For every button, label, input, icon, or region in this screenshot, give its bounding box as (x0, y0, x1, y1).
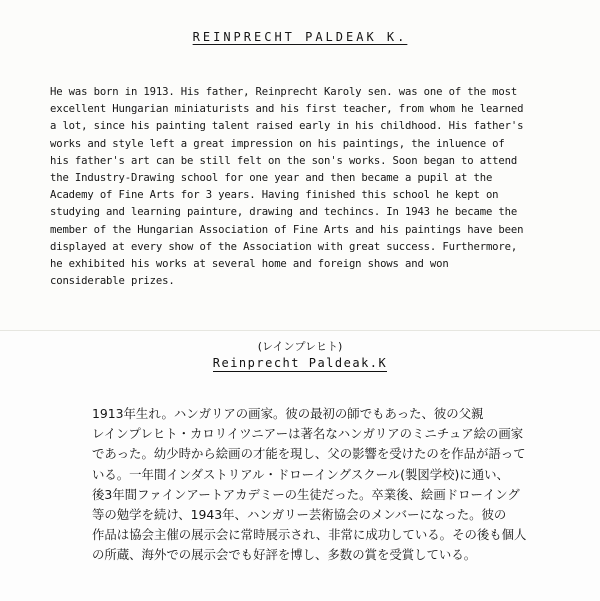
english-line: excellent Hungarian miniaturists and his first teacher, from whom he learned (50, 103, 524, 116)
english-line: the Industry-Drawing school for one year and then became a pupil at the (50, 171, 493, 184)
english-line: he exhibited his works at several home and foreign shows and won (50, 257, 449, 270)
japanese-kana-name: (レインプレヒト) (257, 340, 343, 353)
japanese-line: いる。一年間インダストリアル・ドローイングスクール(製図学校)に通い、 (92, 466, 509, 482)
english-line: member of the Hungarian Association of Fine Arts and his paintings have been (50, 223, 524, 236)
japanese-line: 等の勉学を続け、1943年、ハンガリー芸術協会のメンバーになった。彼の (92, 506, 507, 522)
english-line: works and style left a great impression on his paintings, the inluence of (50, 137, 505, 150)
english-line: studying and learning painture, drawing and techincs. In 1943 he became the (50, 206, 518, 219)
japanese-line: であった。幼少時から絵画の才能を現し、父の影響を受けたのを作品が語って (92, 446, 526, 462)
english-title: REINPRECHT PALDEAK K. (192, 30, 408, 44)
japanese-line: 作品は協会主催の展示会に常時展示され、非常に成功している。その後も個人 (92, 527, 527, 543)
japanese-title (0, 356, 600, 370)
japanese-line: 1913年生れ。ハンガリアの画家。彼の最初の師でもあった、彼の父親 (92, 406, 484, 421)
japanese-paragraph (92, 404, 532, 566)
english-paragraph (50, 84, 580, 290)
english-line: considerable prizes. (50, 275, 175, 288)
japanese-line: の所蔵、海外での展示会でも好評を博し、多数の賞を受賞している。 (92, 547, 477, 563)
english-line: displayed at every show of the Association with great success. Furthermore, (50, 240, 518, 253)
japanese-line: 後3年間ファインアートアカデミーの生徒だった。卒業後、絵画ドローイング (92, 486, 520, 502)
japanese-title-text: Reinprecht Paldeak.K (212, 356, 388, 370)
english-line: He was born in 1913. His father, Reinprecht Karoly sen. was one of the most (50, 86, 518, 98)
japanese-line: レインプレヒト・カロリイツニアーは著名なハンガリアのミニチュア絵の画家 (92, 426, 524, 442)
english-line: a lot, since his painting talent raised early in his childhood. His father's (50, 120, 524, 133)
english-line: his father's art can be still felt on the son's works. Soon began to attend (50, 154, 518, 167)
english-line: Academy of Fine Arts for 3 years. Having finished this school he kept on (50, 189, 499, 202)
